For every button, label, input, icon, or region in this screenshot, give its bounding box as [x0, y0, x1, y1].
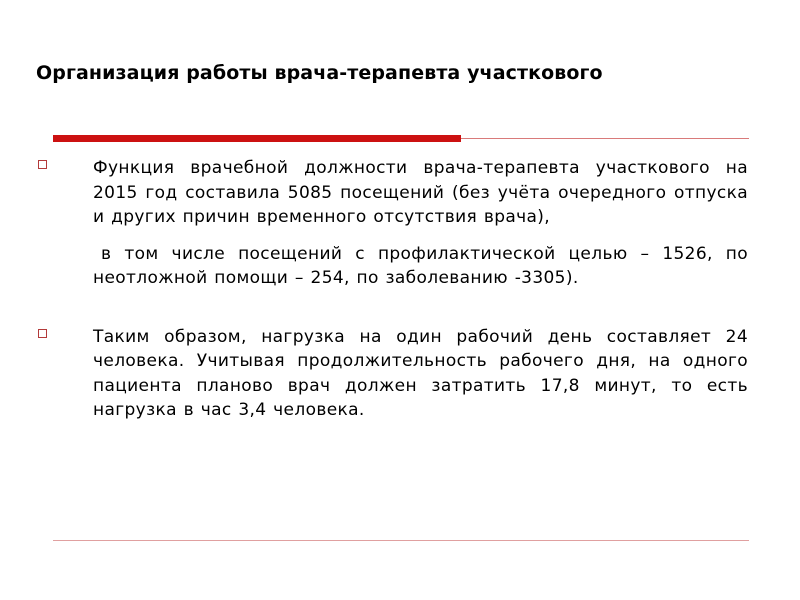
bullet-paragraph: Функция врачебной должности врача-терапевта участкового на 2015 год составила 5085 посещений (без учёта очередного отпуска и других причин временного отсутствия врача),	[93, 158, 748, 227]
square-outline-bullet-icon	[38, 329, 47, 338]
bullet-item-2	[38, 325, 748, 423]
title-divider-accent	[53, 135, 461, 142]
bullet-item-1	[38, 156, 748, 291]
square-outline-bullet-icon	[38, 160, 47, 169]
slide-content	[38, 156, 748, 423]
bullet-paragraph: Таким образом, нагрузка на один рабочий день составляет 24 человека. Учитывая продолжительность рабочего дня, на одного пациента планово врач должен затратить 17,8 минут, то есть нагрузка в час 3,4 человека.	[93, 326, 748, 420]
footer-divider	[53, 540, 749, 541]
slide-title: Организация работы врача-терапевта участкового	[36, 62, 603, 84]
bullet-paragraph-continuation: в том числе посещений с профилактической целью – 1526, по неотложной помощи – 254, по заболеванию -3305).	[93, 243, 748, 288]
